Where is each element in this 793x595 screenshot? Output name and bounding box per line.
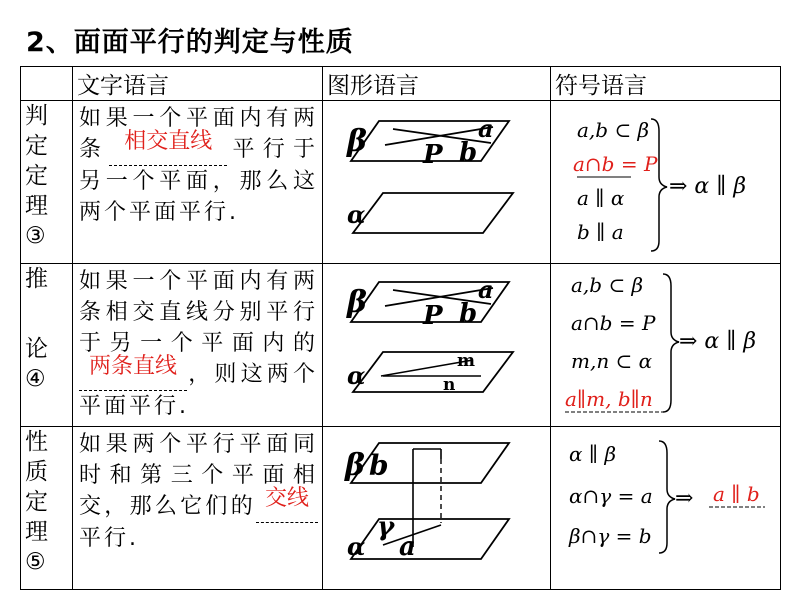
answer-text: 相交直线 (124, 129, 213, 154)
symbol-line: a∩b = P (571, 311, 656, 335)
label-char: 理 (25, 519, 48, 545)
symbol-line: a∩b = P (573, 152, 658, 176)
table-row (21, 427, 781, 590)
text-cell (73, 264, 323, 427)
header-blank (21, 67, 73, 101)
label-beta: β (347, 124, 367, 159)
symbol-line: a,b ⊂ β (571, 273, 644, 297)
symbol-block (551, 427, 779, 585)
text-after: ，则这两个平面平行. (79, 362, 318, 419)
row-label (21, 427, 73, 590)
header-figure-language: 图形语言 (323, 67, 551, 101)
label-alpha: α (347, 200, 366, 229)
label-char: 定 (25, 489, 48, 515)
figure-cell (323, 101, 551, 264)
label-char: 质 (25, 459, 48, 485)
label-char: 论 (25, 336, 48, 362)
row-label (21, 264, 73, 427)
parallel-planes-figure (323, 264, 549, 422)
header-row (21, 67, 781, 101)
symbol-cell (551, 264, 781, 427)
text-after: 平行于另一个平面，那么这两个平面平行. (79, 137, 318, 225)
table-row (21, 264, 781, 427)
label-char: ④ (25, 366, 46, 392)
brace (659, 441, 675, 553)
symbol-line: a ∥ α (577, 186, 625, 210)
symbol-line: b ∥ a (577, 220, 624, 244)
comparison-table (20, 66, 781, 590)
symbol-line: β∩γ = b (569, 524, 652, 548)
header-symbol-language: 符号语言 (551, 67, 781, 101)
parallel-planes-figure (323, 101, 549, 259)
label-m: m (457, 351, 475, 371)
page-title: 2、面面平行的判定与性质 (26, 27, 354, 58)
third-plane-figure (323, 427, 549, 585)
label-b: b (369, 449, 389, 482)
symbol-result: ⇒ (675, 486, 694, 511)
symbol-cell (551, 427, 781, 590)
symbol-result: ⇒ α ∥ β (679, 329, 757, 354)
label-p: P (423, 140, 443, 170)
text-before: 如果一个平面内有两条相交直线分别平行于另一个平面内的 (79, 269, 318, 356)
symbol-line: a∥m, b∥n (565, 387, 653, 411)
label-char: 推 (25, 266, 48, 292)
header-text-language: 文字语言 (73, 67, 323, 101)
brace (663, 274, 679, 412)
answer-text: 交线 (264, 486, 309, 511)
text-before: 如果两个平行平面同时和第三个平面相交，那么它们的 (79, 432, 318, 519)
label-a: a (399, 532, 416, 562)
symbol-result: ⇒ α ∥ β (669, 174, 747, 199)
table-row (21, 101, 781, 264)
label-beta: β (345, 448, 365, 483)
row-label (21, 101, 73, 264)
symbol-line: m,n ⊂ α (571, 349, 653, 373)
label-n: n (443, 375, 456, 395)
label-char: ⑤ (25, 549, 46, 575)
answer-blank (109, 129, 227, 166)
answer-blank (79, 354, 187, 391)
figure-cell (323, 264, 551, 427)
label-beta: β (347, 285, 367, 320)
label-b: b (459, 138, 478, 168)
label-char: ③ (25, 223, 46, 249)
label-b: b (459, 299, 478, 329)
label-a: a (478, 275, 494, 304)
answer-blank (256, 486, 318, 523)
label-char: 定 (25, 133, 48, 159)
figure-cell (323, 427, 551, 590)
label-char: 理 (25, 193, 48, 219)
text-cell (73, 101, 323, 264)
label-char: 定 (25, 163, 48, 189)
label-p: P (423, 301, 443, 331)
brace (651, 119, 667, 251)
label-alpha: α (347, 361, 366, 390)
text-cell (73, 427, 323, 590)
symbol-line: α ∥ β (569, 442, 617, 466)
label-a: a (478, 114, 494, 143)
symbol-line: a,b ⊂ β (577, 118, 650, 142)
symbol-block (551, 264, 779, 422)
label-alpha: α (347, 532, 366, 561)
symbol-line: α∩γ = a (569, 484, 653, 508)
label-gamma: γ (377, 512, 395, 542)
answer-text: 两条直线 (88, 354, 177, 379)
label-char: 判 (25, 103, 48, 129)
symbol-answer: a ∥ b (713, 482, 760, 506)
text-before: 如果一个平面内有两条 (79, 106, 318, 162)
label-char: 性 (25, 429, 48, 455)
symbol-cell (551, 101, 781, 264)
text-after: 平行. (79, 526, 139, 551)
symbol-block (551, 101, 779, 259)
